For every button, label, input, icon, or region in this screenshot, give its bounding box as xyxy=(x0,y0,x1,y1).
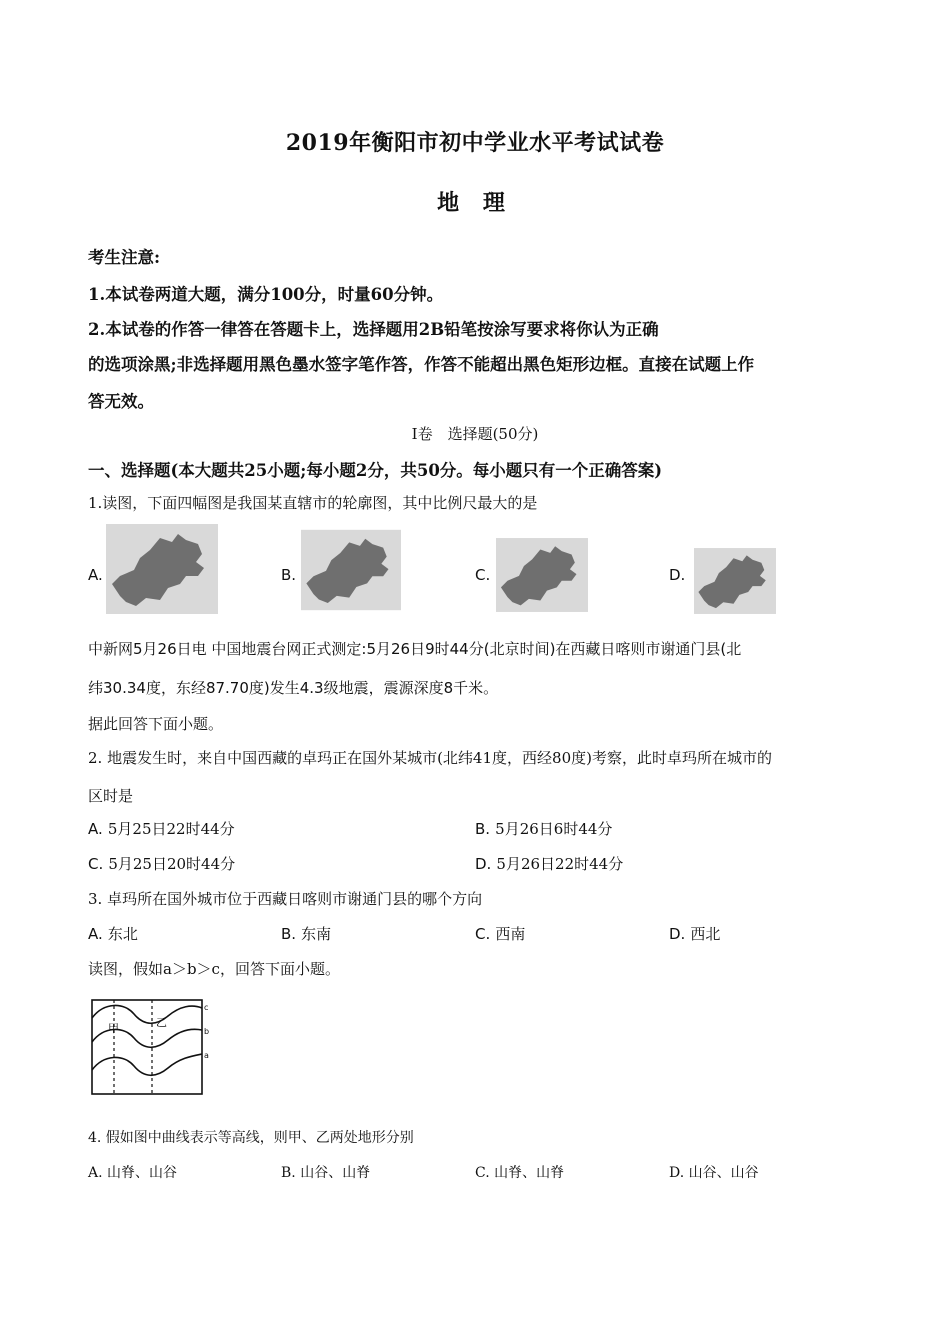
q4-option-a: A. 山脊、山谷 xyxy=(88,1165,178,1181)
q1-option-b-label: B. xyxy=(281,566,297,584)
news-line-3: 据此回答下面小题。 xyxy=(88,715,224,733)
q2-option-d: D. 5月26日22时44分 xyxy=(475,855,624,873)
q2-option-b: B. 5月26日6时44分 xyxy=(475,820,613,838)
notice-heading: 考生注意: xyxy=(88,248,161,267)
section-instructions: 一、选择题(本大题共25小题;每小题2分，共50分。每小题只有一个正确答案) xyxy=(88,461,663,480)
q1-map-d xyxy=(694,548,776,614)
q1-option-a-label: A. xyxy=(88,566,103,584)
question-2-stem: 2. 地震发生时，来自中国西藏的卓玛正在国外某城市(北纬41度，西经80度)考察，此时卓玛所在城市的 xyxy=(88,749,772,767)
notice-line-2b: 的选项涂黑;非选择题用黑色墨水签字笔作答，作答不能超出黑色矩形边框。直接在试题上作 xyxy=(88,355,755,374)
q1-option-d-label: D. xyxy=(669,566,686,584)
notice-line-2c: 答无效。 xyxy=(88,392,154,411)
q2-option-a: A. 5月25日22时44分 xyxy=(88,820,235,838)
contour-diagram xyxy=(88,996,214,1098)
q1-map-a xyxy=(106,524,218,614)
question-4-stem: 4. 假如图中曲线表示等高线，则甲、乙两处地形分别 xyxy=(88,1130,414,1146)
q3-option-d: D. 西北 xyxy=(669,925,721,943)
q4-option-d: D. 山谷、山谷 xyxy=(669,1165,759,1181)
q4-option-c: C. 山脊、山脊 xyxy=(475,1165,565,1181)
question-1-stem: 1.读图，下面四幅图是我国某直辖市的轮廓图，其中比例尺最大的是 xyxy=(88,494,538,512)
q1-option-c-label: C. xyxy=(475,566,491,584)
contour-label-a: a xyxy=(204,1051,209,1060)
contour-label-jia: 甲 xyxy=(108,1022,119,1035)
q1-map-c xyxy=(496,536,588,614)
q4-option-b: B. 山谷、山脊 xyxy=(281,1165,371,1181)
news-line-1: 中新网5月26日电 中国地震台网正式测定:5月26日9时44分(北京时间)在西藏日喀则市谢通门县(北 xyxy=(88,640,742,658)
notice-line-1: 1.本试卷两道大题，满分100分，时量60分钟。 xyxy=(88,285,444,304)
contour-label-c: c xyxy=(204,1003,209,1012)
q2-option-c: C. 5月25日20时44分 xyxy=(88,855,236,873)
question-3-stem: 3. 卓玛所在国外城市位于西藏日喀则市谢通门县的哪个方向 xyxy=(88,890,483,908)
contour-label-b: b xyxy=(204,1027,210,1036)
exam-subject: 地 理 xyxy=(437,190,513,216)
q3-option-c: C. 西南 xyxy=(475,925,526,943)
notice-line-2a: 2.本试卷的作答一律答在答题卡上，选择题用2B铅笔按涂写要求将你认为正确 xyxy=(88,320,659,339)
contour-label-yi: 乙 xyxy=(156,1016,167,1029)
section-title: I卷 选择题(50分) xyxy=(411,425,539,443)
q1-map-b xyxy=(301,528,401,612)
q3-option-a: A. 东北 xyxy=(88,925,138,943)
news-line-2: 纬30.34度，东经87.70度)发生4.3级地震，震源深度8千米。 xyxy=(88,679,499,697)
exam-title: 2019年衡阳市初中学业水平考试试卷 xyxy=(285,130,665,156)
contour-intro: 读图，假如a＞b＞c，回答下面小题。 xyxy=(88,960,340,978)
question-2-stem-cont: 区时是 xyxy=(88,787,134,805)
q3-option-b: B. 东南 xyxy=(281,925,332,943)
